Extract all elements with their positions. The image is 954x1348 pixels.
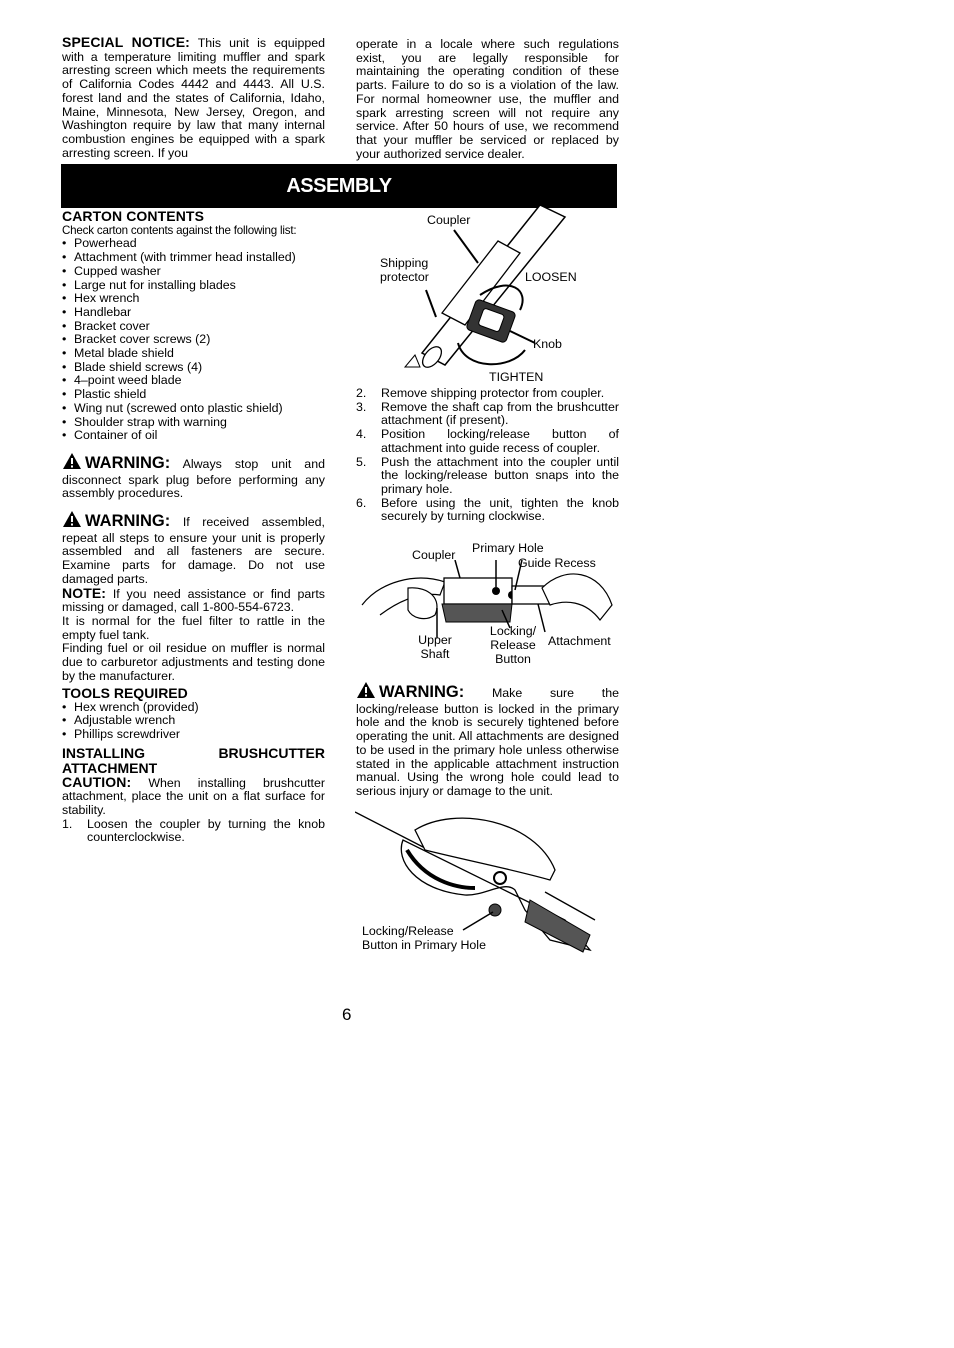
step-item: [356, 497, 619, 524]
note-text: If you need assistance or find parts missing or damaged, call 1-800-554-6723.: [62, 586, 325, 615]
step-text: Position locking/release button of attachment into guide recess of coupler.: [381, 427, 619, 455]
special-notice-text: This unit is equipped with a temperature limiting muffler and spark arresting screen which meets the requirements of California Codes 4442 and 4443. All U.S. forest land and the states of California, Idaho, Maine, Minnesota, New Jersey, Oregon, and Washington require by law that many internal combustion engines be equipped with a spark arresting screen. If you: [62, 36, 326, 160]
special-notice-label: SPECIAL NOTICE:: [62, 34, 190, 50]
list-item: • Container of oil: [62, 429, 325, 443]
fig1-tighten-label: TIGHTEN: [489, 370, 544, 384]
warning-triangle-icon: [62, 452, 82, 474]
step-number: 6.: [356, 495, 367, 510]
list-item: • Cupped washer: [62, 265, 325, 279]
list-item: • 4–point weed blade: [62, 374, 325, 388]
list-item: • Adjustable wrench: [62, 714, 325, 728]
tools-list: [62, 701, 325, 742]
fig2-primary-hole-label: Primary Hole: [472, 541, 544, 555]
step-item: [62, 818, 325, 845]
caution-text: When installing brushcutter attachment, place the unit on a flat surface for stability.: [62, 775, 325, 818]
list-item: • Blade shield screws (4): [62, 361, 325, 375]
carton-intro: Check carton contents against the following list:: [62, 223, 297, 237]
fig2-locking-line-1: Locking/: [489, 624, 537, 638]
list-item: • Attachment (with trimmer head installed): [62, 251, 325, 265]
step-text: Remove the shaft cap from the brushcutter attachment (if present).: [381, 399, 619, 428]
step-text: Before using the unit, tighten the knob securely by turning clockwise.: [381, 495, 619, 524]
fig1-loosen-label: LOOSEN: [525, 270, 577, 284]
tools-heading: TOOLS REQUIRED: [62, 684, 188, 701]
step-text: Remove shipping protector from coupler.: [381, 386, 605, 400]
fig2-locking-line-3: Button: [495, 652, 531, 666]
list-item: • Wing nut (screwed onto plastic shield): [62, 402, 325, 416]
left-column: [62, 210, 325, 845]
warning-1-text: Always stop unit and disconnect spark plug before performing any assembly procedures.: [62, 456, 325, 501]
warning-1: [62, 452, 325, 501]
fig2-attachment-label: Attachment: [548, 634, 611, 648]
step-text: Loosen the coupler by turning the knob counterclockwise.: [87, 816, 325, 845]
fig2-guide-recess-label: Guide Recess: [518, 556, 596, 570]
step-number: 5.: [356, 454, 367, 469]
fig2-locking-line-2: Release: [490, 638, 536, 652]
note-para-3: Finding fuel or oil residue on muffler is normal due to carburetor adjustments and testing done by the manufacturer.: [62, 641, 325, 683]
note-label: NOTE:: [62, 584, 107, 601]
fig1-knob-label: Knob: [533, 337, 562, 351]
list-item: • Powerhead: [62, 237, 325, 251]
coupler-knob-diagram: [370, 205, 620, 390]
warning-1-label: WARNING:: [85, 453, 171, 472]
fig2-locking-release-label: [484, 624, 542, 666]
install-heading: INSTALLING BRUSHCUTTER ATTACHMENT: [62, 744, 325, 776]
special-notice: [62, 36, 325, 160]
step-1-list: [62, 818, 325, 845]
fig2-upper-shaft-label: [410, 633, 460, 661]
step-item: [356, 456, 619, 497]
page-number: 6: [342, 1005, 352, 1024]
list-item: • Handlebar: [62, 306, 325, 320]
carton-contents-heading: CARTON CONTENTS: [62, 208, 205, 224]
list-item: • Metal blade shield: [62, 347, 325, 361]
fig3-label-2: Button in Primary Hole: [362, 938, 486, 952]
note: [62, 584, 325, 615]
steps-2-6: [356, 387, 619, 524]
carton-list: [62, 237, 325, 443]
caution-label: CAUTION:: [62, 773, 132, 790]
step-item: [356, 387, 619, 401]
step-item: [356, 428, 619, 455]
note-para-2: It is normal for the fuel filter to rattle in the empty fuel tank.: [62, 613, 325, 642]
step-number: 2.: [356, 386, 367, 400]
warning-2: [62, 510, 325, 587]
warning-triangle-icon: [356, 681, 376, 703]
list-item: • Hex wrench (provided): [62, 701, 325, 715]
list-item: • Shoulder strap with warning: [62, 416, 325, 430]
warning-3-text: Make sure the locking/release button is locked in the primary hole and the knob is securely tightened before operating the unit. All attachments are designed to be used in the primary hole unless otherwise stated in the applicable attachment instruction manual. Using the wrong hole could lead to serious injury or damage to the unit.: [356, 686, 619, 798]
step-item: [356, 401, 619, 428]
fig3-label-1: Locking/Release: [362, 924, 454, 938]
fig1-coupler-label: Coupler: [427, 213, 471, 227]
fig1-shipping-label-1: Shipping: [380, 256, 429, 270]
fig2-coupler-label: Coupler: [412, 548, 456, 562]
list-item: • Bracket cover screws (2): [62, 333, 325, 347]
warning-3-label: WARNING:: [379, 683, 465, 701]
list-item: • Phillips screwdriver: [62, 728, 325, 742]
warning-2-label: WARNING:: [85, 512, 171, 531]
step-number: 1.: [62, 816, 73, 831]
warning-3: [356, 681, 619, 799]
step-text: Push the attachment into the coupler until the locking/release button snaps into the primary hole.: [381, 454, 619, 496]
step-number: 4.: [356, 427, 367, 442]
list-item: • Large nut for installing blades: [62, 279, 325, 293]
fig1-shipping-label-2: protector: [380, 270, 429, 284]
fig2-upper-label: Upper: [418, 633, 452, 647]
step-number: 3.: [356, 399, 367, 414]
list-item: • Bracket cover: [62, 320, 325, 334]
warning-triangle-icon: [62, 510, 82, 532]
special-notice-continued: operate in a locale where such regulations exist, you are legally responsible for maintaining the operating condition of these parts. Failure to do so is a violation of the law. For normal homeowner use, the muffler and spark arresting screen will not require any service. After 50 hours of use, we recommend that your muffler be serviced or replaced by your authorized service dealer.: [356, 37, 619, 161]
list-item: • Plastic shield: [62, 388, 325, 402]
caution: [62, 773, 325, 818]
assembly-banner: ASSEMBLY: [61, 164, 617, 208]
fig2-shaft-label: Shaft: [420, 647, 450, 661]
list-item: • Hex wrench: [62, 292, 325, 306]
warning-2-text: If received assembled, repeat all steps to ensure your unit is properly assembled and all fasteners are secure. Examine parts for damage. Do not use damaged parts.: [62, 515, 325, 586]
steps-list: [356, 387, 619, 524]
